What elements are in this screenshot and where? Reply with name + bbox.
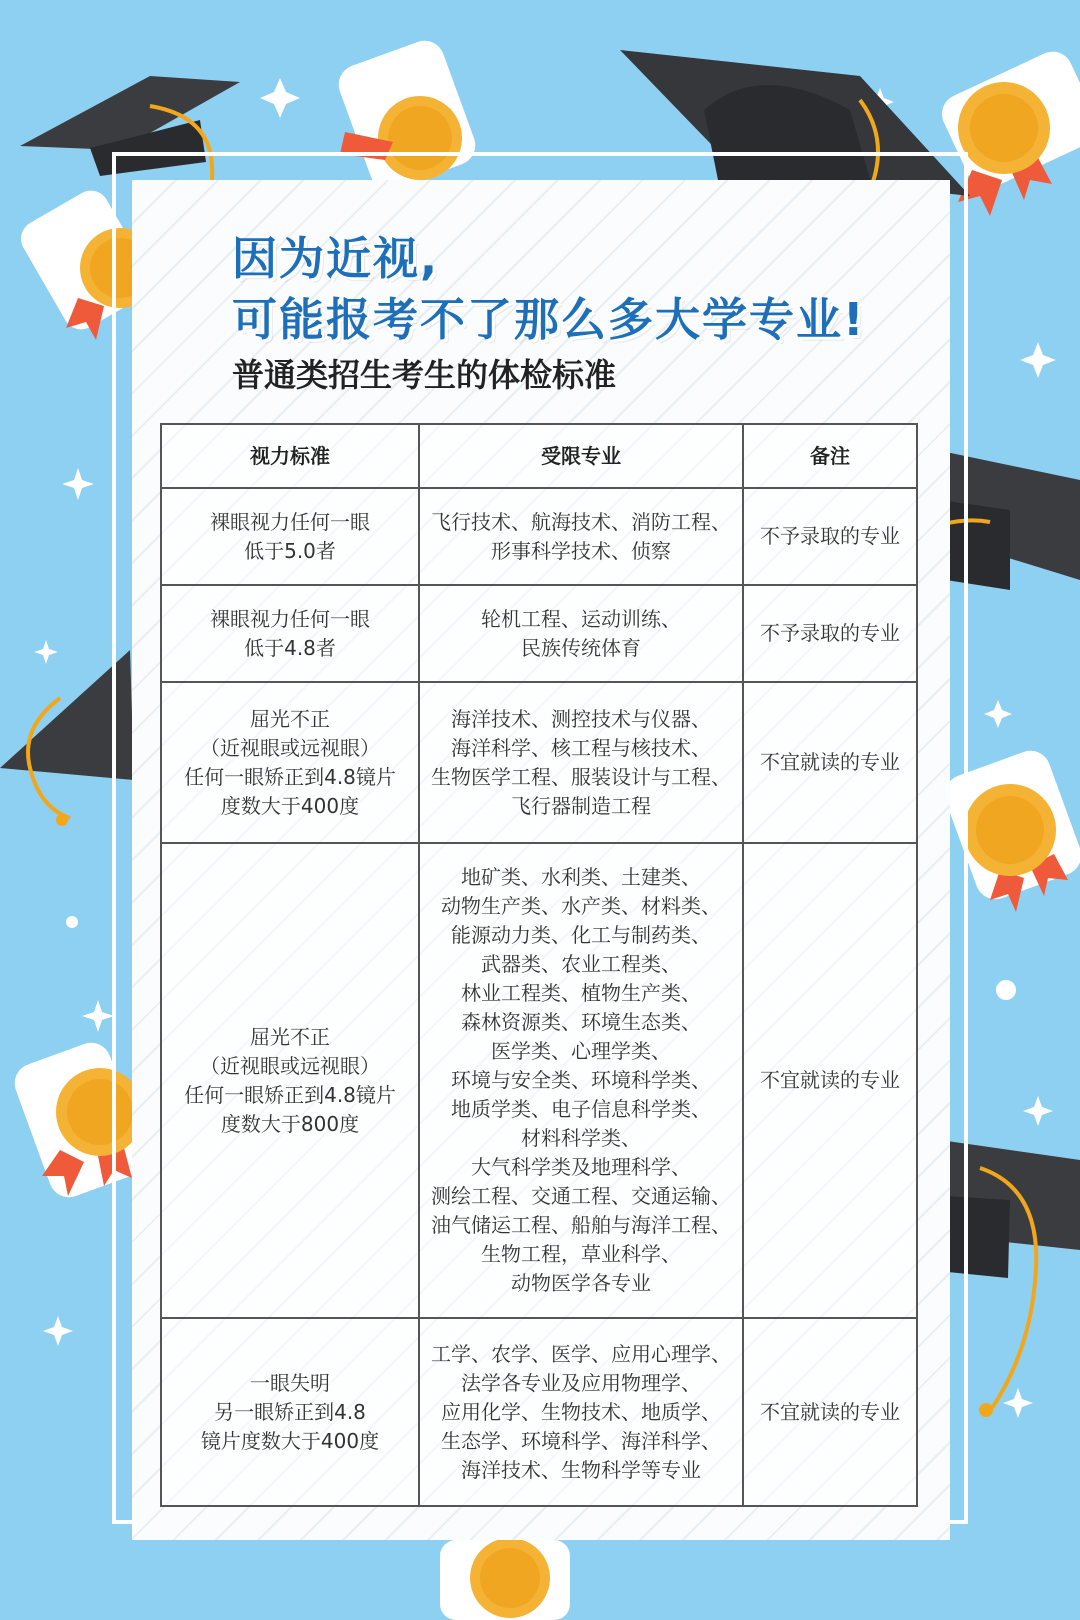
note-cell: 不宜就读的专业 (743, 682, 917, 843)
table-row (161, 585, 917, 682)
majors-cell: 飞行技术、航海技术、消防工程、 形事科学技术、侦察 (419, 488, 743, 585)
table-row (161, 488, 917, 585)
diploma-scroll-icon (440, 1538, 570, 1620)
majors-cell: 轮机工程、运动训练、 民族传统体育 (419, 585, 743, 682)
note-cell: 不宜就读的专业 (743, 843, 917, 1318)
majors-cell: 地矿类、水利类、土建类、 动物生产类、水产类、材料类、 能源动力类、化工与制药类、 武器类、农业工程类、 林业工程类、植物生产类、 森林资源类、环境生态类、 医学类、心理学类、 环境与安全类、环境科学类、 地质学类、电子信息科学类、 材料科学类、 大气科学类及地理科学、 测绘工程、交通工程、交通运输、 油气储运工程、船舶与海洋工程、 生物工程，草业科学、 动物医学各专业 (419, 843, 743, 1318)
page-title-line-2: 可能报考不了那么多大学专业! (232, 293, 866, 346)
header-vision-standard: 视力标准 (161, 424, 419, 488)
vision-cell: 一眼失明 另一眼矫正到4.8 镜片度数大于400度 (161, 1318, 419, 1506)
majors-cell: 海洋技术、测控技术与仪器、 海洋科学、核工程与核技术、 生物医学工程、服装设计与工程、 飞行器制造工程 (419, 682, 743, 843)
note-cell: 不予录取的专业 (743, 488, 917, 585)
note-cell: 不予录取的专业 (743, 585, 917, 682)
vision-standard-table (160, 423, 918, 1507)
table-row (161, 1318, 917, 1506)
vision-cell: 裸眼视力任何一眼 低于5.0者 (161, 488, 419, 585)
header-restricted-majors: 受限专业 (419, 424, 743, 488)
table-row (161, 843, 917, 1318)
vision-cell: 裸眼视力任何一眼 低于4.8者 (161, 585, 419, 682)
table-row (161, 682, 917, 843)
table-header-row (161, 424, 917, 488)
note-cell: 不宜就读的专业 (743, 1318, 917, 1506)
majors-cell: 工学、农学、医学、应用心理学、 法学各专业及应用物理学、 应用化学、生物技术、地质学、 生态学、环境科学、海洋科学、 海洋技术、生物科学等专业 (419, 1318, 743, 1506)
vision-cell: 屈光不正 （近视眼或远视眼） 任何一眼矫正到4.8镜片 度数大于400度 (161, 682, 419, 843)
page-title-line-1: 因为近视, (232, 232, 440, 285)
page-subtitle: 普通类招生考生的体检标准 (232, 356, 617, 394)
vision-cell: 屈光不正 （近视眼或远视眼） 任何一眼矫正到4.8镜片 度数大于800度 (161, 843, 419, 1318)
header-remarks: 备注 (743, 424, 917, 488)
